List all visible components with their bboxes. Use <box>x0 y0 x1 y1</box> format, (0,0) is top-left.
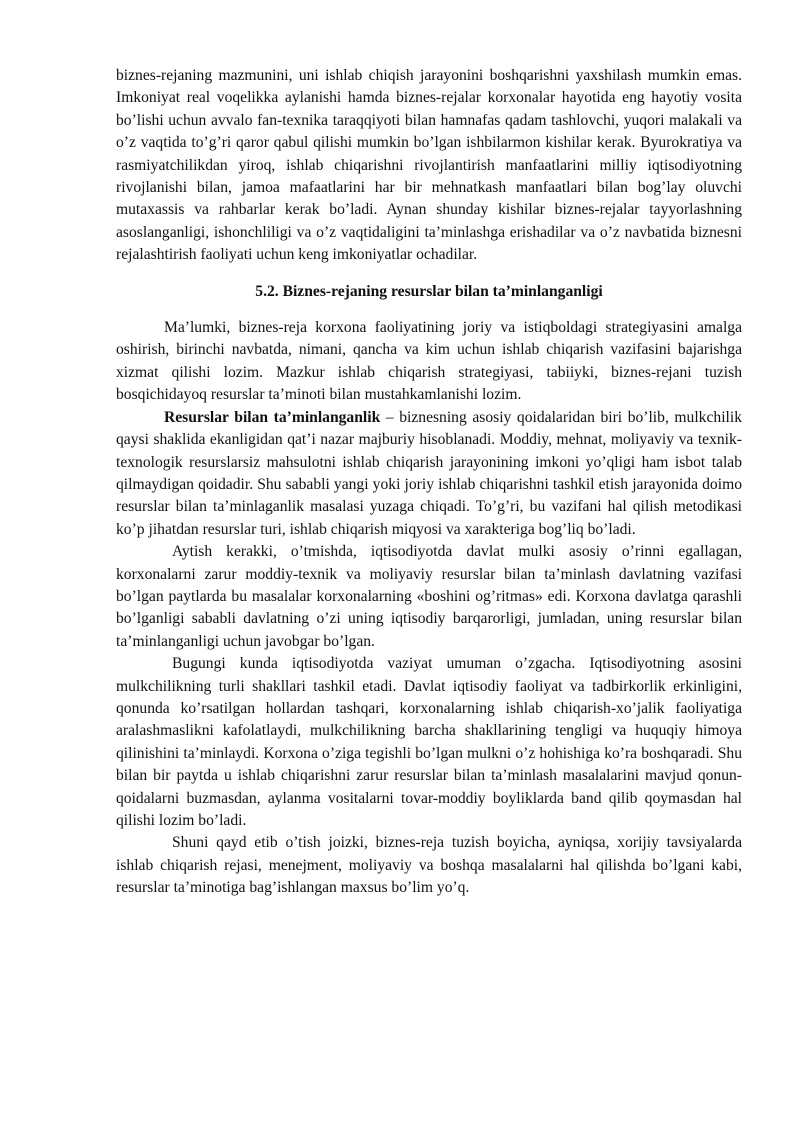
document-page <box>116 65 742 900</box>
paragraph-5: Shuni qayd etib o’tish joizki, biznes-reja tuzish boyicha, ayniqsa, xorijiy tavsiyalarda ishlab chiqarish rejasi, menejment, moliyaviy va boshqa masalalarni hal qilishda bo’lgani kabi, resurslar ta’minotiga bag’ishlangan maxsus bo’lim yo’q. <box>116 834 742 897</box>
intro-paragraph: biznes-rejaning mazmunini, uni ishlab chiqish jarayonini boshqarishni yaxshilash mumkin emas. Imkoniyat real voqelikka aylanishi hamda biznes-rejalar korxonalar hayotida eng hayotiy vosita bo’lishi uchun avvalo fan-texnika taraqqiyoti bilan hamnafas qadam tashlovchi, yuqori malakali va o’z vaqtida to’g’ri qaror qabul qilishi mumkin bo’lgan ishbilarmon kishilar kerak. Byurokratiya va rasmiyatchilikdan yiroq, ishlab chiqarishni rivojlantirish manfaatlarini milliy iqtisodiyotning rivojlanishi bilan, jamoa mafaatlarini har bir mehnatkash manfaatlari bilan bog’lay oluvchi mutaxassis va rahbarlar kerak bo’ladi. Aynan shunday kishilar biznes-rejalar tayyorlashning asoslanganligi, ishonchliligi va o’z vaqtidaligini ta’minlashga erishadilar va o’z navbatida biznesni rejalashtirish faoliyati uchun keng imkoniyatlar ochadilar. <box>116 67 742 264</box>
paragraph-3: Aytish kerakki, o’tmishda, iqtisodiyotda davlat mulki asosiy o’rinni egallagan, korxonalarni zarur moddiy-texnik va moliyaviy resurslar bilan ta’minlash davlatning vazifasi bo’lgan paytlarda bu masalalar korxonalarning «boshini og’ritmas» edi. Korxona davlatga qarashli bo’lganligi sababli davlatning o’zi uning iqtisodiy barqarorligi, jumladan, uning resurslar bilan ta’minlanganligi uchun javobgar bo’lgan. <box>116 543 742 650</box>
paragraph-2-text: – biznesning asosiy qoidalaridan biri bo’lib, mulkchilik qaysi shaklida ekanligidan qat’i nazar majburiy hisoblanadi. Moddiy, mehnat, moliyaviy va texnik-texnologik resurslarsiz mahsulotni ishlab chiqarish jarayonining imkoni yo’qligi ham isbot talab qilmaydigan qoidadir. Shu sababli yangi yoki joriy ishlab chiqarishni tashkil etish jarayonida doimo resurslar bilan ta’minlaganlik masalasi yuzaga chiqadi. To’g’ri, bu vazifani hal qilish metodikasi ko’p jihatdan resurslar turi, ishlab chiqarish miqyosi va xarakteriga bog’liq bo’ladi. <box>116 408 742 538</box>
paragraph-2-term: Resurslar bilan ta’minlanganlik <box>164 408 381 426</box>
paragraph-4: Bugungi kunda iqtisodiyotda vaziyat umuman o’zgacha. Iqtisodiyotning asosini mulkchilikning turli shakllari tashkil etadi. Davlat iqtisodiy faoliyat va tadbirkorlik erkinligini, qonunda ko’rsatilgan hollardan tashqari, korxonalarning ishlab chiqarish-xo’jalik faoliyatiga aralashmaslikni kafolatlaydi, mulkchilikning barcha shakllarining tengligi va huquqiy himoya qilinishini ta’minlaydi. Korxona o’ziga tegishli bo’lgan mulkni o’z hohishiga ko’ra boshqaradi. Shu bilan bir paytda u ishlab chiqarishni zarur resurslar bilan ta’minlash masalalarini mavjud qonun-qoidalarni buzmasdan, aylanma vositalarni tovar-moddiy boyliklarda band qilib qoymasdan hal qilishi lozim bo’ladi. <box>116 655 742 829</box>
paragraph-1: Ma’lumki, biznes-reja korxona faoliyatining joriy va istiqboldagi strategiyasini amalga oshirish, birinchi navbatda, nimani, qancha va kim uchun ishlab chiqarish vazifasini bajarishga xizmat qilishi lozim. Mazkur ishlab chiqarish strategiyasi, tabiiyki, biznes-rejani tuzish bosqichidayoq resurslar ta’minoti bilan mustahkamlanishi lozim. <box>116 319 742 404</box>
section-heading: 5.2. Biznes-rejaning resurslar bilan ta’minlanganligi <box>255 282 603 300</box>
paragraph-2 <box>116 407 742 541</box>
